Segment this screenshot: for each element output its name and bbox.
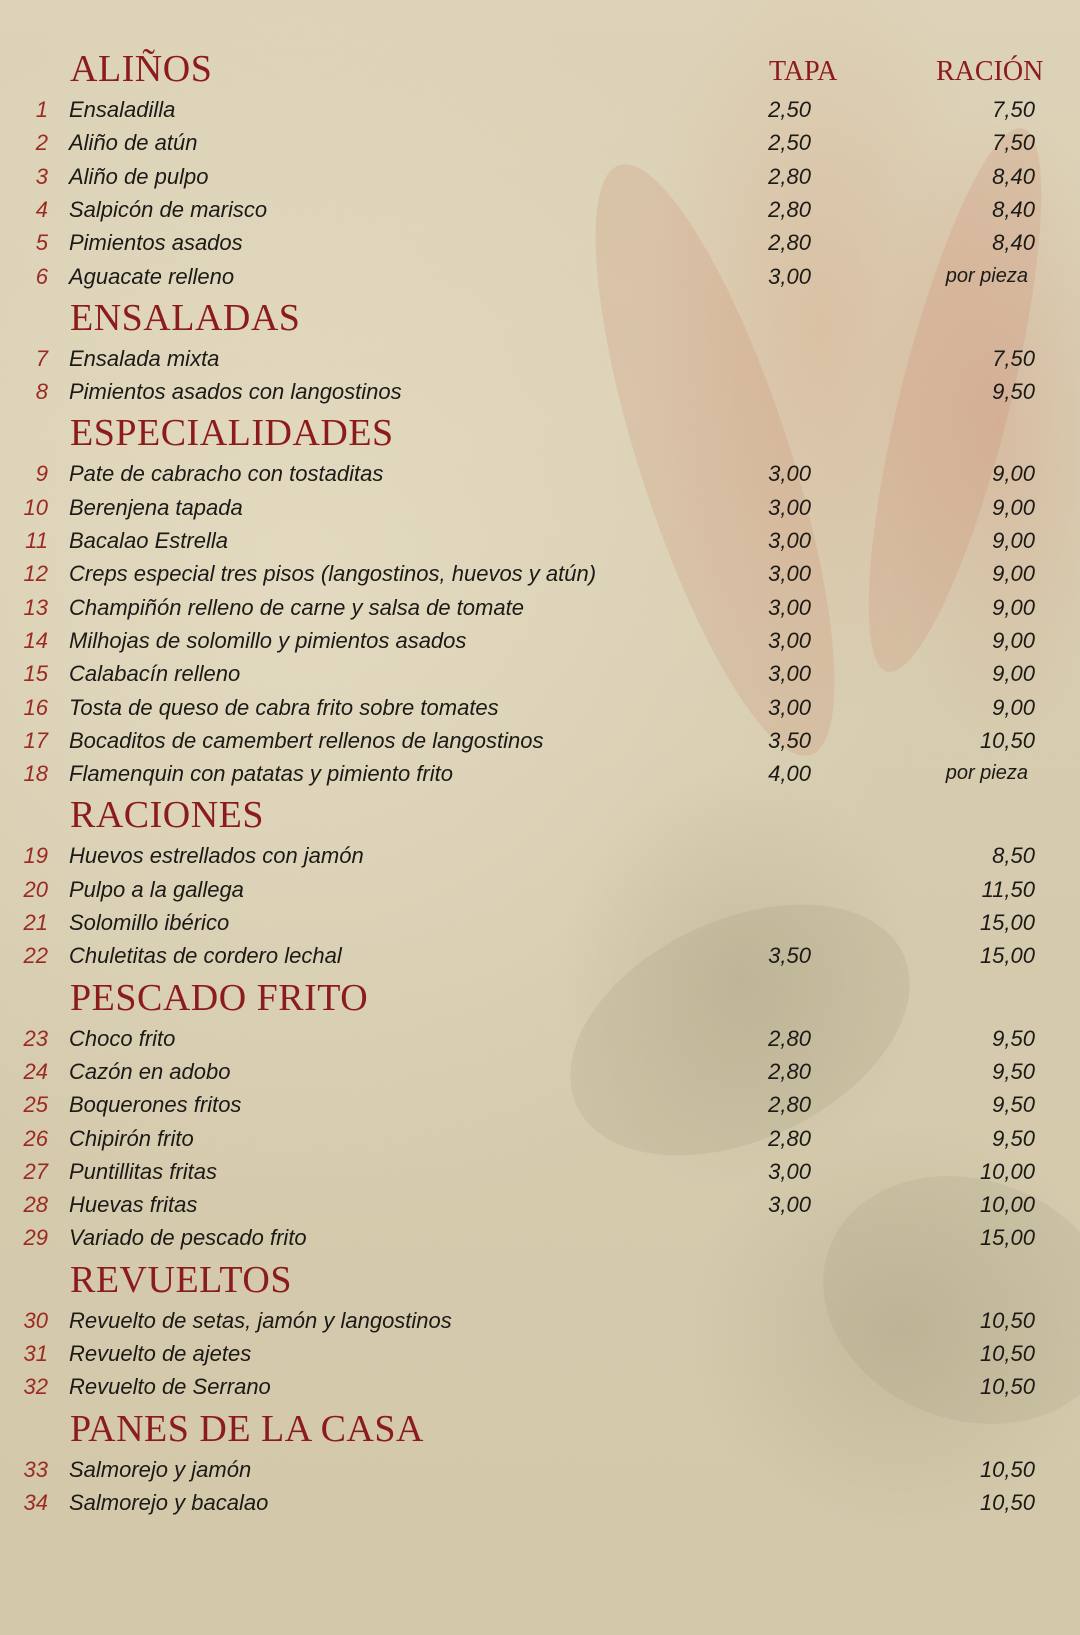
menu-item-row xyxy=(0,1122,1080,1155)
menu-item-row xyxy=(0,1304,1080,1337)
item-price-racion: 8,40 xyxy=(992,163,1035,189)
item-number: 32 xyxy=(23,1374,48,1400)
item-price-racion: por pieza xyxy=(945,264,1028,287)
menu-item-row xyxy=(0,457,1080,490)
item-name: Flamenquin con patatas y pimiento frito xyxy=(69,761,453,787)
item-price-racion: 10,50 xyxy=(979,1374,1035,1400)
item-price-tapa: 3,00 xyxy=(768,528,811,553)
column-header-tapa: TAPA xyxy=(769,56,838,87)
item-price-racion: 9,00 xyxy=(992,627,1035,653)
item-price-racion: 15,00 xyxy=(979,943,1035,969)
item-price-racion: 9,00 xyxy=(992,694,1035,720)
menu-item-row xyxy=(0,591,1080,624)
item-name: Salmorejo y jamón xyxy=(69,1456,252,1482)
item-price-racion: 9,50 xyxy=(992,1025,1035,1051)
item-number: 29 xyxy=(23,1225,48,1251)
item-name: Creps especial tres pisos (langostinos, huevos y atún) xyxy=(69,561,597,587)
item-price-tapa: 2,80 xyxy=(768,230,811,256)
menu-item-row xyxy=(0,1486,1080,1519)
section-header xyxy=(0,794,1080,837)
item-name: Revuelto de setas, jamón y langostinos xyxy=(69,1307,452,1333)
item-price-racion: 7,50 xyxy=(992,130,1035,156)
item-price-tapa: 2,80 xyxy=(768,1025,811,1051)
item-number: 16 xyxy=(23,694,48,720)
menu-item-row xyxy=(0,1453,1080,1486)
item-price-tapa: 2,50 xyxy=(768,130,811,156)
item-price-tapa: 3,50 xyxy=(768,943,811,969)
item-price-racion: 9,50 xyxy=(992,1125,1035,1151)
item-name: Boquerones fritos xyxy=(69,1092,242,1118)
menu-item-row xyxy=(0,657,1080,690)
item-name: Revuelto de ajetes xyxy=(69,1341,252,1366)
menu-item-row xyxy=(0,1221,1080,1254)
item-price-racion: 10,00 xyxy=(979,1158,1035,1184)
item-name: Chuletitas de cordero lechal xyxy=(69,943,342,969)
menu-item-row xyxy=(0,93,1080,126)
item-number: 5 xyxy=(35,230,48,256)
item-price-tapa: 2,80 xyxy=(768,1125,811,1151)
section-title: ENSALADAS xyxy=(70,296,301,339)
item-price-tapa: 3,00 xyxy=(768,494,811,520)
item-name: Pate de cabracho con tostaditas xyxy=(69,461,384,487)
item-name: Cazón en adobo xyxy=(69,1058,231,1084)
item-name: Calabacín relleno xyxy=(69,661,241,687)
item-number: 7 xyxy=(35,345,48,371)
item-number: 3 xyxy=(35,163,48,189)
section-header xyxy=(0,50,1080,88)
item-price-tapa: 3,00 xyxy=(768,561,811,587)
item-price-racion: 15,00 xyxy=(979,1225,1035,1251)
item-price-racion: 8,40 xyxy=(992,230,1035,256)
menu-item-row xyxy=(0,839,1080,872)
item-price-tapa: 4,00 xyxy=(768,761,811,787)
item-price-racion: por pieza xyxy=(945,762,1028,785)
section-title: ALIÑOS xyxy=(70,48,213,90)
item-number: 23 xyxy=(23,1025,48,1051)
section-title: RACIONES xyxy=(70,794,265,837)
item-name: Ensaladilla xyxy=(69,97,176,122)
item-name: Solomillo ibérico xyxy=(69,910,230,935)
menu-item-row xyxy=(0,691,1080,724)
item-name: Pimientos asados xyxy=(69,230,243,256)
item-number: 6 xyxy=(35,263,48,289)
item-price-racion: 9,00 xyxy=(992,594,1035,620)
item-price-racion: 9,00 xyxy=(992,561,1035,587)
item-name: Choco frito xyxy=(69,1025,176,1051)
menu-item-row xyxy=(0,1055,1080,1088)
item-name: Chipirón frito xyxy=(69,1125,194,1151)
item-name: Huevas fritas xyxy=(69,1192,198,1218)
item-number: 1 xyxy=(35,97,48,122)
item-price-tapa: 3,00 xyxy=(768,1192,811,1218)
item-name: Bacalao Estrella xyxy=(69,528,228,553)
item-price-tapa: 3,50 xyxy=(768,727,811,753)
item-name: Milhojas de solomillo y pimientos asados xyxy=(69,627,467,653)
item-name: Tosta de queso de cabra frito sobre tomates xyxy=(69,694,499,720)
item-name: Puntillitas fritas xyxy=(69,1158,217,1184)
item-price-racion: 10,50 xyxy=(979,1489,1035,1515)
item-price-racion: 10,00 xyxy=(979,1192,1035,1218)
item-number: 11 xyxy=(25,528,48,553)
item-name: Aliño de atún xyxy=(69,130,198,156)
item-price-tapa: 2,50 xyxy=(768,97,811,122)
menu-item-row xyxy=(0,757,1080,790)
item-number: 31 xyxy=(23,1341,48,1366)
menu-item-row xyxy=(0,491,1080,524)
item-number: 28 xyxy=(23,1192,48,1218)
item-price-racion: 8,40 xyxy=(992,196,1035,222)
item-price-racion: 10,50 xyxy=(979,1456,1035,1482)
item-name: Variado de pescado frito xyxy=(69,1225,307,1251)
item-number: 17 xyxy=(23,727,48,753)
menu-item-row xyxy=(0,524,1080,557)
item-name: Pulpo a la gallega xyxy=(69,876,244,902)
item-price-racion: 9,00 xyxy=(992,528,1035,553)
item-price-tapa: 3,00 xyxy=(768,694,811,720)
menu-item-row xyxy=(0,873,1080,906)
item-price-racion: 9,00 xyxy=(992,494,1035,520)
section-header xyxy=(0,412,1080,455)
item-number: 13 xyxy=(23,594,48,620)
item-price-racion: 9,00 xyxy=(992,461,1035,487)
item-price-tapa: 3,00 xyxy=(768,627,811,653)
menu-item-row xyxy=(0,260,1080,293)
item-number: 33 xyxy=(23,1456,48,1482)
item-price-racion: 9,50 xyxy=(992,1058,1035,1084)
item-name: Salpicón de marisco xyxy=(69,196,268,222)
item-price-racion: 11,50 xyxy=(981,876,1035,902)
column-header-racion: RACIÓN xyxy=(936,56,1044,87)
section-header xyxy=(0,296,1080,339)
item-name: Champiñón relleno de carne y salsa de tomate xyxy=(69,594,524,620)
item-number: 9 xyxy=(35,461,48,487)
item-price-racion: 9,50 xyxy=(992,379,1035,405)
menu-item-row xyxy=(0,1022,1080,1055)
item-number: 19 xyxy=(23,843,48,869)
section-title: ESPECIALIDADES xyxy=(70,412,394,455)
item-price-racion: 7,50 xyxy=(992,345,1035,371)
menu-item-row xyxy=(0,160,1080,193)
item-number: 18 xyxy=(23,761,48,787)
item-name: Berenjena tapada xyxy=(69,494,243,520)
item-price-tapa: 3,00 xyxy=(768,263,811,289)
menu-item-row xyxy=(0,375,1080,408)
item-price-racion: 9,00 xyxy=(992,661,1035,687)
menu-item-row xyxy=(0,342,1080,375)
menu-item-row xyxy=(0,126,1080,159)
menu-item-row xyxy=(0,724,1080,757)
section-header xyxy=(0,1407,1080,1450)
section-title: PESCADO FRITO xyxy=(70,976,369,1019)
menu-item-row xyxy=(0,624,1080,657)
menu-item-row xyxy=(0,1155,1080,1188)
menu-item-row xyxy=(0,226,1080,259)
item-number: 20 xyxy=(23,876,48,902)
item-name: Huevos estrellados con jamón xyxy=(69,843,364,869)
menu-item-row xyxy=(0,557,1080,590)
item-number: 26 xyxy=(23,1125,48,1151)
item-number: 15 xyxy=(23,661,48,687)
item-price-racion: 10,50 xyxy=(979,1307,1035,1333)
item-number: 12 xyxy=(23,561,48,587)
section-title: REVUELTOS xyxy=(70,1258,292,1301)
item-name: Ensalada mixta xyxy=(69,345,220,371)
item-price-tapa: 2,80 xyxy=(768,163,811,189)
item-name: Aguacate relleno xyxy=(69,263,235,289)
item-price-tapa: 2,80 xyxy=(768,1092,811,1118)
item-number: 14 xyxy=(23,627,48,653)
menu-item-row xyxy=(0,906,1080,939)
menu-item-row xyxy=(0,1370,1080,1403)
item-price-tapa: 2,80 xyxy=(768,1058,811,1084)
item-name: Bocaditos de camembert rellenos de langostinos xyxy=(69,727,544,753)
menu-item-row xyxy=(0,1188,1080,1221)
item-price-tapa: 2,80 xyxy=(768,196,811,222)
item-price-racion: 9,50 xyxy=(992,1092,1035,1118)
item-number: 2 xyxy=(35,130,48,156)
section-header xyxy=(0,1258,1080,1301)
menu-item-row xyxy=(0,1337,1080,1370)
item-number: 21 xyxy=(23,910,48,935)
item-price-racion: 10,50 xyxy=(979,1341,1035,1366)
item-number: 24 xyxy=(23,1058,48,1084)
menu-item-row xyxy=(0,193,1080,226)
menu-item-row xyxy=(0,939,1080,972)
item-number: 8 xyxy=(35,379,48,405)
item-number: 25 xyxy=(23,1092,48,1118)
item-price-racion: 7,50 xyxy=(992,97,1035,122)
item-number: 27 xyxy=(23,1158,48,1184)
item-number: 10 xyxy=(23,494,48,520)
item-number: 4 xyxy=(35,196,48,222)
item-price-racion: 8,50 xyxy=(992,843,1035,869)
item-price-tapa: 3,00 xyxy=(768,1158,811,1184)
item-name: Salmorejo y bacalao xyxy=(69,1489,269,1515)
item-price-racion: 15,00 xyxy=(979,910,1035,935)
item-price-tapa: 3,00 xyxy=(768,461,811,487)
item-name: Pimientos asados con langostinos xyxy=(69,379,402,405)
item-number: 34 xyxy=(23,1489,48,1515)
item-name: Aliño de pulpo xyxy=(69,163,209,189)
item-number: 30 xyxy=(23,1307,48,1333)
menu-item-row xyxy=(0,1088,1080,1121)
section-header xyxy=(0,976,1080,1019)
item-price-racion: 10,50 xyxy=(979,727,1035,753)
item-name: Revuelto de Serrano xyxy=(69,1374,271,1400)
item-number: 22 xyxy=(23,943,48,969)
item-price-tapa: 3,00 xyxy=(768,594,811,620)
section-title: PANES DE LA CASA xyxy=(70,1407,424,1450)
item-price-tapa: 3,00 xyxy=(768,661,811,687)
